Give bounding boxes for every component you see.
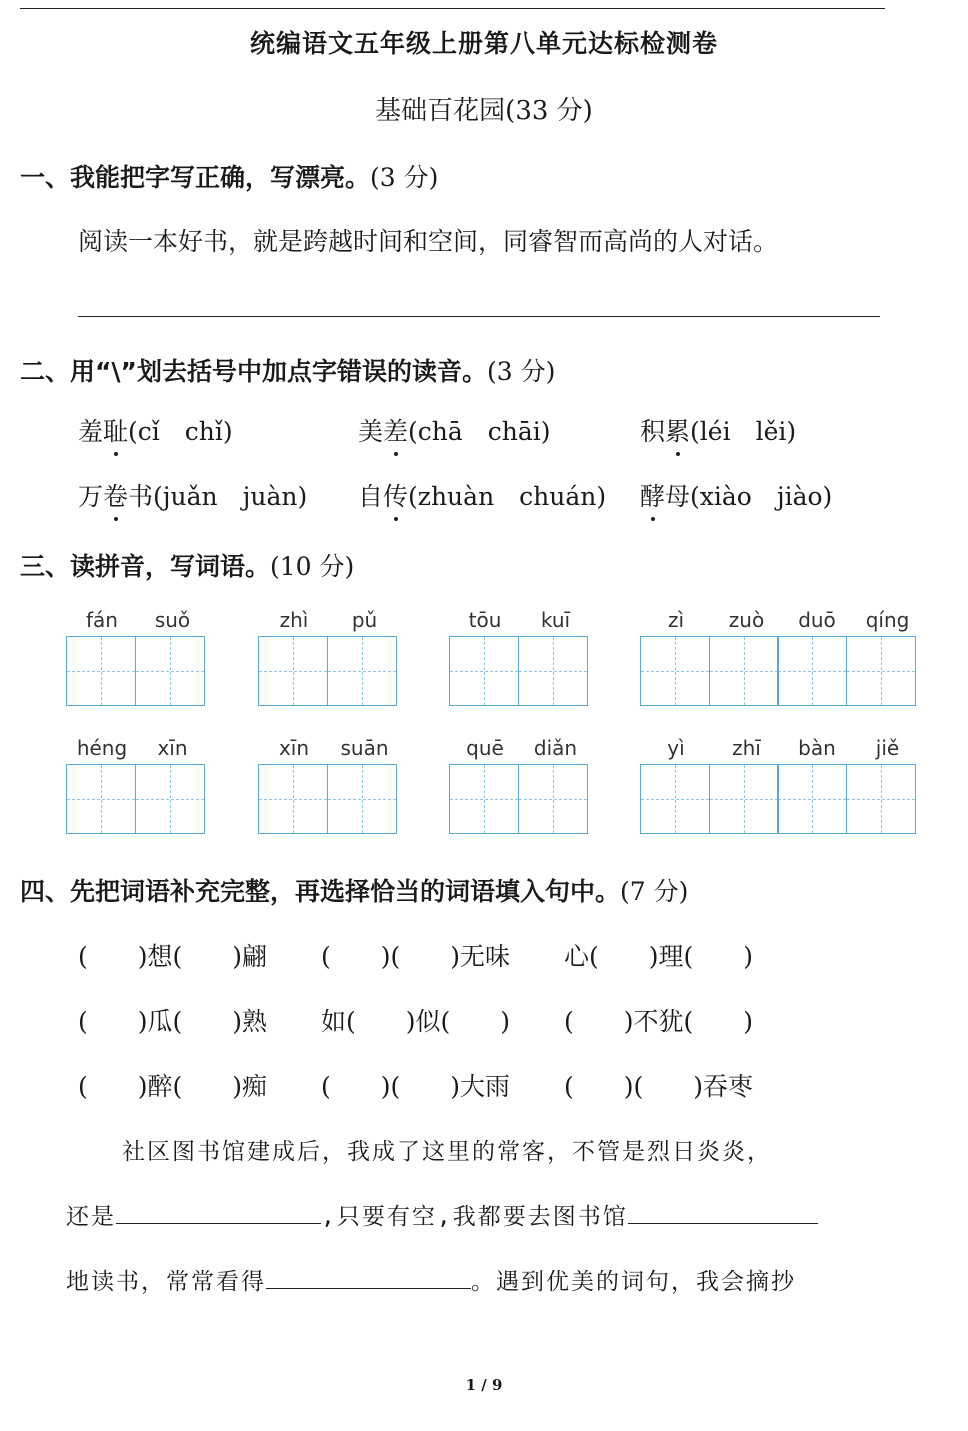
pinyin-group [258,736,397,834]
pinyin-label: zhī [732,736,761,760]
page-number: 1 / 9 [465,1376,503,1394]
pinyin-group [66,736,205,834]
tianzige-cell[interactable] [518,764,588,834]
pinyin-label: jiě [875,736,900,760]
q1-answer-line[interactable] [78,316,880,317]
tianzige-cell[interactable] [258,764,328,834]
character-grid [449,636,588,706]
tianzige-cell[interactable] [518,636,588,706]
character-grid [640,636,916,706]
q1-heading: 一、我能把字写正确，写漂亮。(3 分) [20,163,439,192]
tianzige-cell[interactable] [777,636,847,706]
q4-heading: 四、先把词语补充完整，再选择恰当的词语填入句中。(7 分) [20,877,689,906]
q1-sentence: 阅读一本好书，就是跨越时间和空间，同睿智而高尚的人对话。 [78,227,779,256]
pinyin-group [640,608,916,706]
pinyin-row [449,608,588,636]
tianzige-cell[interactable] [258,636,328,706]
answer-blank[interactable] [116,1199,321,1224]
tianzige-cell[interactable] [327,764,397,834]
tianzige-cell[interactable] [846,764,916,834]
idiom-blank[interactable]: ( )( )大雨 [321,1072,511,1101]
pinyin-label: bàn [798,736,836,760]
pinyin-label: suān [340,736,389,760]
pinyin-label: zuò [728,608,765,632]
answer-blank[interactable] [628,1199,818,1224]
pinyin-row [258,736,397,764]
character-grid [449,764,588,834]
pinyin-label: kuī [540,608,571,632]
q1-score: (3 分) [370,163,439,192]
idiom-blank[interactable]: ( )瓜( )熟 [78,1007,268,1036]
pinyin-label: duō [798,608,836,632]
pinyin-group [66,608,205,706]
top-rule [20,8,885,9]
tianzige-cell[interactable] [66,764,136,834]
q4-paragraph-line: 社区图书馆建成后，我成了这里的常客，不管是烈日炎炎， [122,1139,772,1165]
pinyin-label: zì [667,608,685,632]
q2-heading: 二、用“\”划去括号中加点字错误的读音。(3 分) [20,357,556,386]
q3-score: (10 分) [270,552,355,581]
q2-item: 万卷书(juǎn juàn) [78,477,307,513]
idiom-blank[interactable]: ( )想( )翩 [78,942,268,971]
q2-item: 羞耻(cǐ chǐ) [78,412,233,448]
tianzige-cell[interactable] [449,764,519,834]
q4-paragraph-line: 地读书，常常看得 。遇到优美的词句，我会摘抄 [66,1263,796,1296]
pinyin-label: xīn [157,736,188,760]
pinyin-group [449,608,588,706]
idiom-blank[interactable]: 心( )理( ) [564,942,754,971]
tianzige-cell[interactable] [135,764,205,834]
q2-item: 自传(zhuàn chuán) [358,477,606,513]
q2-item: 酵母(xiào jiào) [640,477,832,513]
pinyin-label: suǒ [154,608,191,632]
idiom-blank[interactable]: ( )( )无味 [321,942,511,971]
q2-item: 美差(chā chāi) [358,412,551,448]
pinyin-row [640,608,916,636]
tianzige-cell[interactable] [449,636,519,706]
tianzige-cell[interactable] [640,764,710,834]
tianzige-cell[interactable] [777,764,847,834]
idiom-blank[interactable]: 如( )似( ) [321,1007,511,1036]
pinyin-row [66,608,205,636]
pinyin-label: diǎn [533,736,578,760]
q2-score: (3 分) [487,357,556,386]
tianzige-cell[interactable] [66,636,136,706]
pinyin-row [640,736,916,764]
pinyin-label: quē [466,736,504,760]
character-grid [66,764,205,834]
pinyin-label: xīn [278,736,310,760]
idiom-blank[interactable]: ( )醉( )痴 [78,1072,268,1101]
pinyin-row [449,736,588,764]
tianzige-cell[interactable] [709,636,779,706]
character-grid [66,636,205,706]
page-title: 统编语文五年级上册第八单元达标检测卷 [249,29,718,58]
character-grid [640,764,916,834]
pinyin-label: yì [667,736,685,760]
tianzige-cell[interactable] [327,636,397,706]
q2-item: 积累(léi lěi) [640,412,796,448]
pinyin-label: pǔ [351,608,378,632]
pinyin-label: héng [76,736,128,760]
pinyin-group [449,736,588,834]
pinyin-row [66,736,205,764]
pinyin-group [640,736,916,834]
answer-blank[interactable] [266,1264,471,1289]
tianzige-cell[interactable] [709,764,779,834]
pinyin-label: zhì [279,608,309,632]
character-grid [258,636,397,706]
pinyin-label: qíng [865,608,910,632]
tianzige-cell[interactable] [135,636,205,706]
idiom-blank[interactable]: ( )( )吞枣 [564,1072,754,1101]
q4-score: (7 分) [620,877,689,906]
q3-heading: 三、读拼音，写词语。(10 分) [20,552,355,581]
section-subtitle: 基础百花园(33 分) [375,96,593,126]
pinyin-group [258,608,397,706]
pinyin-label: fán [86,608,118,632]
q4-paragraph-line: 还是 ,只要有空,我都要去图书馆 [66,1198,818,1231]
character-grid [258,764,397,834]
pinyin-label: tōu [468,608,502,632]
tianzige-cell[interactable] [846,636,916,706]
tianzige-cell[interactable] [640,636,710,706]
pinyin-row [258,608,397,636]
idiom-blank[interactable]: ( )不犹( ) [564,1007,754,1036]
